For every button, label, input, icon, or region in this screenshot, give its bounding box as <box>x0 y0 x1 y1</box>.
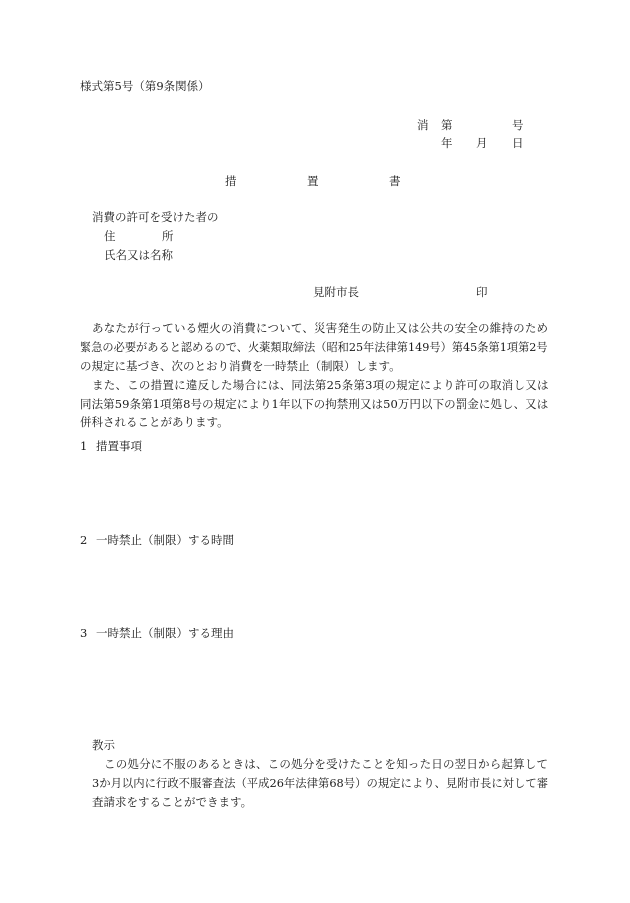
title-char-3: 書 <box>389 174 401 188</box>
address-label-char-1: 住 <box>104 229 116 243</box>
date-day: 日 <box>512 136 524 150</box>
date-year: 年 <box>441 136 453 150</box>
notice-line: この処分に不服のあるときは、この処分を受けたことを知った日の翌日から起算して <box>104 757 549 771</box>
body-line: の規定に基づき、次のとおり消費を一時禁止（制限）します。 <box>80 359 401 373</box>
item-number: 1 <box>80 439 88 453</box>
notice-line: 3か月以内に行政不服審査法（平成26年法律第68号）の規定により、見附市長に対して審 <box>92 776 549 790</box>
item-label: 一時禁止（制限）する理由 <box>96 626 234 640</box>
body-line: 併科されることがあります。 <box>80 415 229 429</box>
address-label-char-2: 所 <box>162 229 174 243</box>
item-label: 一時禁止（制限）する時間 <box>96 533 234 547</box>
doc-number-suffix: 号 <box>512 118 524 132</box>
item-number: 3 <box>80 626 88 640</box>
form-label: 様式第5号（第9条関係） <box>80 79 210 93</box>
body-line: あなたが行っている煙火の消費について、災害発生の防止又は公共の安全の維持のため <box>92 321 549 335</box>
body-line: 同法第59条第1項第8号の規定により1年以下の拘禁刑又は50万円以下の罰金に処し、又は <box>80 397 549 411</box>
title-char-1: 措 <box>225 174 237 188</box>
item-label: 措置事項 <box>96 439 142 453</box>
item-number: 2 <box>80 533 88 547</box>
body-line: 緊急の必要があると認めるので、火薬類取締法（昭和25年法律第149号）第45条第1項第2号 <box>80 340 548 354</box>
title-char-2: 置 <box>307 174 319 188</box>
doc-number-prefix: 消 <box>417 118 429 132</box>
issuer-name: 見附市長 <box>313 285 359 299</box>
addressee-heading: 消費の許可を受けた者の <box>92 210 219 224</box>
seal-mark: 印 <box>476 285 488 299</box>
date-month: 月 <box>476 136 488 150</box>
body-line: また、この措置に違反した場合には、同法第25条第3項の規定により許可の取消し又は <box>92 378 549 392</box>
doc-number-mid: 第 <box>441 118 453 132</box>
notice-heading: 教示 <box>92 738 115 752</box>
notice-line: 査請求をすることができます。 <box>92 795 253 809</box>
name-label: 氏名又は名称 <box>104 248 173 262</box>
